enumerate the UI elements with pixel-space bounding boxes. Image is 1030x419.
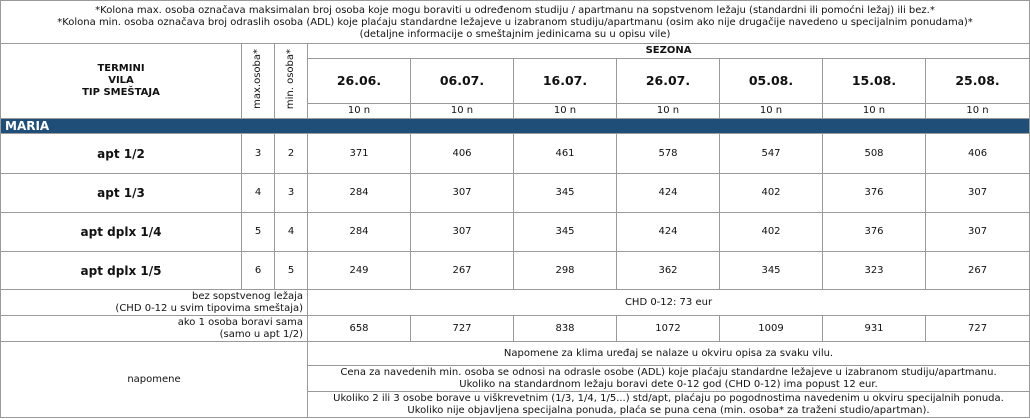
date-2: 06.07. [411,59,514,104]
header-vila: VILA [108,75,134,86]
price-cell: 307 [411,213,514,252]
single-price-cell: 931 [823,316,926,342]
price-cell: 249 [308,252,411,290]
date-4: 26.07. [617,59,720,104]
price-cell: 406 [411,134,514,174]
price-cell: 345 [514,174,617,213]
note-climate: Napomene za klima uređaj se nalaze u okviru opisa za svaku vilu. [308,342,1030,366]
single-label-line1: ako 1 osoba boravi sama [177,316,303,328]
price-cell: 307 [926,174,1030,213]
max-persons: 6 [242,252,275,290]
price-cell: 371 [308,134,411,174]
price-cell: 323 [823,252,926,290]
single-occupancy-label [1,316,308,342]
price-cell: 547 [720,134,823,174]
nights-4: 10 n [617,104,720,119]
price-cell: 284 [308,174,411,213]
no-bed-label-line2: (CHD 0-12 u svim tipovima smeštaja) [115,302,303,314]
price-cell: 376 [823,213,926,252]
note-multibed [308,392,1030,418]
note-min-persons-price-line2: Ukoliko na standardnom ležaju boravi dete 0-12 god (CHD 0-12) ima popust 12 eur. [459,378,878,390]
min-persons: 4 [275,213,308,252]
nights-6: 10 n [823,104,926,119]
note-details: (detaljne informacije o smeštajnim jedinicama su u opisu vile) [359,28,671,40]
note-min-persons-price-line1: Cena za navedenih min. osoba se odnosi na odrasle osobe (ADL) koje plaćaju standardne ležajeve u izabranom studiju/apartmanu. [340,366,997,378]
price-cell: 424 [617,174,720,213]
notes-block [1,1,1030,44]
max-persons: 5 [242,213,275,252]
header-cell-termini [1,44,242,119]
note-max-persons: *Kolona max. osoba označava maksimalan broj osoba koje mogu boraviti u određenom studiju / apartmanu na sopstvenom ležaju (standardni ili pomoćni ležaj) ili bez.* [95,4,935,16]
price-cell: 307 [411,174,514,213]
date-3: 16.07. [514,59,617,104]
price-cell: 284 [308,213,411,252]
table-row [1,174,1030,213]
single-price-cell: 658 [308,316,411,342]
price-cell: 402 [720,213,823,252]
header-max-persons [242,44,275,119]
note-multibed-line1: Ukoliko 2 ili 3 osobe borave u viškrevetnim (1/3, 1/4, 1/5...) std/apt, plaćaju po pogodnostima navedenim u okviru specijalnih ponuda. [333,392,1004,404]
price-cell: 376 [823,174,926,213]
price-cell: 345 [720,252,823,290]
nights-3: 10 n [514,104,617,119]
nights-1: 10 n [308,104,411,119]
single-price-cell: 727 [411,316,514,342]
price-cell: 267 [411,252,514,290]
apt-name: apt 1/3 [1,174,242,213]
single-label-line2: (samo u apt 1/2) [219,328,303,340]
note-min-persons-price [308,366,1030,392]
max-persons: 3 [242,134,275,174]
max-persons: 4 [242,174,275,213]
no-bed-label [1,290,308,316]
nights-2: 10 n [411,104,514,119]
price-cell: 461 [514,134,617,174]
single-price-cell: 1009 [720,316,823,342]
date-7: 25.08. [926,59,1030,104]
min-persons: 3 [275,174,308,213]
apt-name: apt dplx 1/5 [1,252,242,290]
price-cell: 267 [926,252,1030,290]
note-multibed-line2: Ukoliko nije objavljena specijalna ponuda, plaća se puna cena (min. osoba* za traženi studio/apartman). [407,404,930,416]
min-persons: 2 [275,134,308,174]
apt-name: apt dplx 1/4 [1,213,242,252]
date-1: 26.06. [308,59,411,104]
nights-5: 10 n [720,104,823,119]
price-cell: 424 [617,213,720,252]
price-cell: 402 [720,174,823,213]
date-5: 05.08. [720,59,823,104]
nights-7: 10 n [926,104,1030,119]
napomene-label: napomene [1,342,308,418]
price-cell: 298 [514,252,617,290]
apt-name: apt 1/2 [1,134,242,174]
price-cell: 578 [617,134,720,174]
no-bed-value: CHD 0-12: 73 eur [308,290,1030,316]
price-cell: 508 [823,134,926,174]
price-cell: 362 [617,252,720,290]
table-row [1,134,1030,174]
header-max-persons-label: max.osoba* [252,49,263,109]
price-cell: 345 [514,213,617,252]
single-price-cell: 838 [514,316,617,342]
min-persons: 5 [275,252,308,290]
note-min-persons: *Kolona min. osoba označava broj odraslih osoba (ADL) koje plaćaju standardne ležajeve u izabranom studiju/apartmanu (osim ako nije drugačije navedeno u specijalnim ponudama)* [57,16,973,28]
price-cell: 307 [926,213,1030,252]
header-min-persons [275,44,308,119]
date-6: 15.08. [823,59,926,104]
no-bed-label-line1: bez sopstvenog ležaja [191,290,303,302]
table-row [1,213,1030,252]
price-cell: 406 [926,134,1030,174]
header-min-persons-label: min. osoba* [285,48,296,110]
table-row [1,252,1030,290]
header-termini: TERMINI [97,63,145,74]
header-tip: TIP SMEŠTAJA [82,87,160,98]
villa-name: MARIA [1,119,1030,134]
header-sezona: SEZONA [308,44,1030,59]
single-price-cell: 1072 [617,316,720,342]
single-price-cell: 727 [926,316,1030,342]
